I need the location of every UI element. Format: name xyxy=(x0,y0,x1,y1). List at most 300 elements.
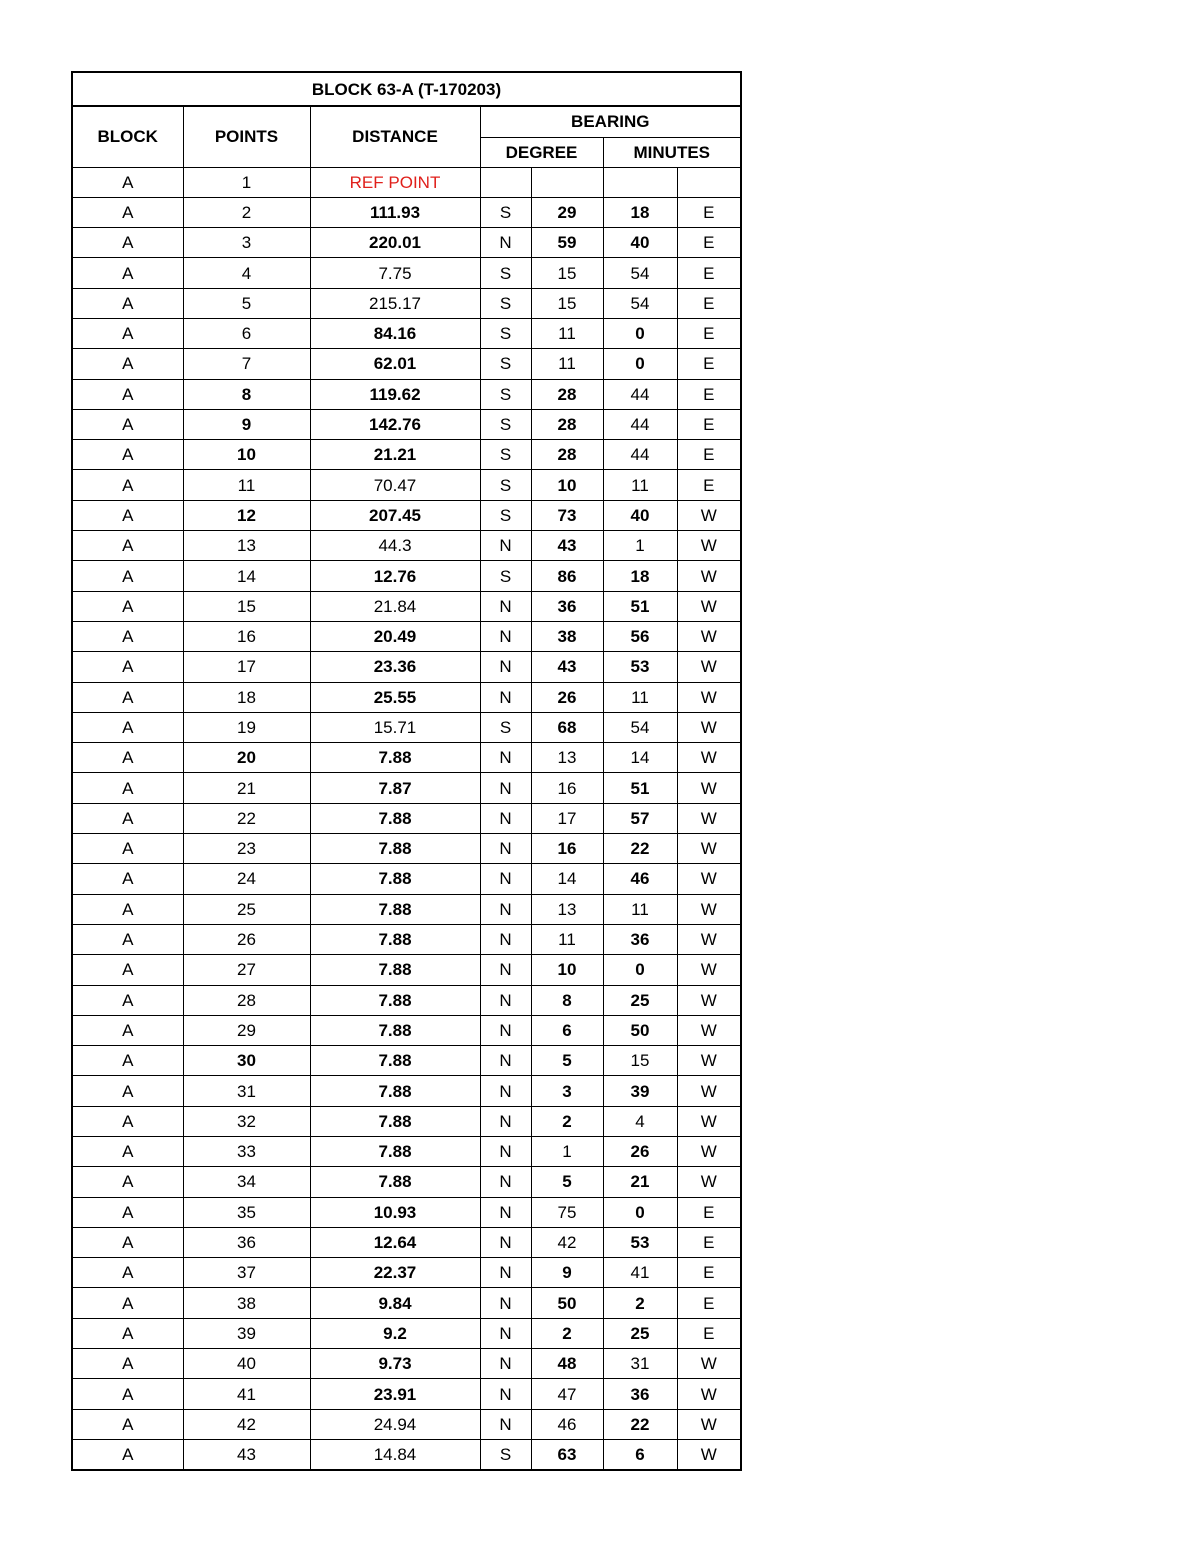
cell-ns: N xyxy=(480,955,531,985)
cell-degree xyxy=(531,167,603,197)
cell-block: A xyxy=(72,955,183,985)
cell-ew: W xyxy=(677,924,741,954)
cell-minutes: 2 xyxy=(603,1288,677,1318)
cell-block: A xyxy=(72,864,183,894)
cell-degree: 48 xyxy=(531,1349,603,1379)
cell-block: A xyxy=(72,1076,183,1106)
table-row xyxy=(72,1197,741,1227)
cell-minutes: 54 xyxy=(603,288,677,318)
cell-ns: S xyxy=(480,318,531,348)
table-row xyxy=(72,228,741,258)
cell-point: 33 xyxy=(183,1137,310,1167)
cell-ew: E xyxy=(677,1288,741,1318)
cell-minutes: 11 xyxy=(603,470,677,500)
cell-point: 31 xyxy=(183,1076,310,1106)
cell-block: A xyxy=(72,379,183,409)
cell-block: A xyxy=(72,1258,183,1288)
cell-ns: S xyxy=(480,1439,531,1470)
cell-ew: W xyxy=(677,773,741,803)
cell-minutes: 46 xyxy=(603,864,677,894)
table-row xyxy=(72,561,741,591)
cell-minutes: 36 xyxy=(603,1379,677,1409)
cell-degree: 14 xyxy=(531,864,603,894)
cell-block: A xyxy=(72,1349,183,1379)
cell-block: A xyxy=(72,834,183,864)
table-row xyxy=(72,712,741,742)
cell-ns: N xyxy=(480,1197,531,1227)
cell-minutes: 36 xyxy=(603,924,677,954)
table-row xyxy=(72,1227,741,1257)
cell-degree: 2 xyxy=(531,1318,603,1348)
cell-ns: N xyxy=(480,652,531,682)
table-row xyxy=(72,591,741,621)
table-row xyxy=(72,440,741,470)
cell-point: 40 xyxy=(183,1349,310,1379)
cell-block: A xyxy=(72,1197,183,1227)
cell-degree: 68 xyxy=(531,712,603,742)
cell-ew: W xyxy=(677,894,741,924)
cell-minutes: 53 xyxy=(603,1227,677,1257)
cell-degree: 28 xyxy=(531,440,603,470)
cell-block: A xyxy=(72,1379,183,1409)
cell-distance: 62.01 xyxy=(310,349,480,379)
cell-ew: E xyxy=(677,288,741,318)
cell-minutes: 26 xyxy=(603,1137,677,1167)
table-row xyxy=(72,803,741,833)
cell-block: A xyxy=(72,894,183,924)
cell-ns: S xyxy=(480,500,531,530)
cell-degree: 13 xyxy=(531,894,603,924)
cell-ns: N xyxy=(480,1227,531,1257)
table-row xyxy=(72,743,741,773)
cell-ew: W xyxy=(677,834,741,864)
cell-degree: 15 xyxy=(531,288,603,318)
cell-minutes: 0 xyxy=(603,955,677,985)
cell-point: 30 xyxy=(183,1046,310,1076)
cell-ns: N xyxy=(480,803,531,833)
cell-block: A xyxy=(72,1167,183,1197)
cell-point: 38 xyxy=(183,1288,310,1318)
cell-block: A xyxy=(72,773,183,803)
table-row xyxy=(72,1076,741,1106)
cell-minutes: 0 xyxy=(603,1197,677,1227)
cell-ew: E xyxy=(677,349,741,379)
cell-distance: 7.88 xyxy=(310,1106,480,1136)
cell-degree: 75 xyxy=(531,1197,603,1227)
cell-point: 42 xyxy=(183,1409,310,1439)
cell-ns: N xyxy=(480,228,531,258)
table-row xyxy=(72,1106,741,1136)
cell-point: 1 xyxy=(183,167,310,197)
cell-ew: W xyxy=(677,1439,741,1470)
cell-distance: 12.64 xyxy=(310,1227,480,1257)
cell-ns: N xyxy=(480,894,531,924)
cell-degree: 43 xyxy=(531,531,603,561)
cell-point: 14 xyxy=(183,561,310,591)
table-row xyxy=(72,318,741,348)
cell-point: 28 xyxy=(183,985,310,1015)
cell-ns: N xyxy=(480,1167,531,1197)
cell-ew: W xyxy=(677,712,741,742)
cell-degree: 17 xyxy=(531,803,603,833)
cell-point: 8 xyxy=(183,379,310,409)
cell-block: A xyxy=(72,1015,183,1045)
cell-block: A xyxy=(72,652,183,682)
cell-ns: N xyxy=(480,531,531,561)
cell-degree: 1 xyxy=(531,1137,603,1167)
cell-block: A xyxy=(72,1137,183,1167)
table-row xyxy=(72,1318,741,1348)
cell-ew: E xyxy=(677,379,741,409)
cell-minutes: 25 xyxy=(603,1318,677,1348)
cell-distance: 20.49 xyxy=(310,621,480,651)
cell-distance: 14.84 xyxy=(310,1439,480,1470)
cell-ns: S xyxy=(480,440,531,470)
table-row xyxy=(72,197,741,227)
table-row xyxy=(72,409,741,439)
cell-point: 19 xyxy=(183,712,310,742)
cell-distance: 12.76 xyxy=(310,561,480,591)
cell-point: 23 xyxy=(183,834,310,864)
cell-ns: N xyxy=(480,682,531,712)
cell-point: 15 xyxy=(183,591,310,621)
cell-block: A xyxy=(72,561,183,591)
cell-distance: 21.84 xyxy=(310,591,480,621)
cell-degree: 50 xyxy=(531,1288,603,1318)
cell-minutes: 54 xyxy=(603,712,677,742)
cell-ew: E xyxy=(677,1197,741,1227)
table-row xyxy=(72,682,741,712)
cell-minutes: 56 xyxy=(603,621,677,651)
cell-block: A xyxy=(72,288,183,318)
cell-degree: 36 xyxy=(531,591,603,621)
table-row xyxy=(72,1167,741,1197)
cell-point: 32 xyxy=(183,1106,310,1136)
table-row xyxy=(72,924,741,954)
cell-ns: N xyxy=(480,591,531,621)
cell-ew: W xyxy=(677,1015,741,1045)
cell-distance: 220.01 xyxy=(310,228,480,258)
cell-block: A xyxy=(72,682,183,712)
cell-degree: 11 xyxy=(531,924,603,954)
cell-distance: 7.88 xyxy=(310,1015,480,1045)
cell-ew: W xyxy=(677,621,741,651)
cell-minutes: 1 xyxy=(603,531,677,561)
cell-block: A xyxy=(72,318,183,348)
table-row xyxy=(72,531,741,561)
cell-distance: 7.75 xyxy=(310,258,480,288)
cell-ew: W xyxy=(677,652,741,682)
cell-block: A xyxy=(72,500,183,530)
cell-distance: REF POINT xyxy=(310,167,480,197)
cell-ns: S xyxy=(480,197,531,227)
cell-ew: W xyxy=(677,1167,741,1197)
cell-ew: E xyxy=(677,440,741,470)
table-row xyxy=(72,1288,741,1318)
header-block: BLOCK xyxy=(72,106,183,167)
cell-point: 16 xyxy=(183,621,310,651)
cell-degree: 28 xyxy=(531,409,603,439)
cell-block: A xyxy=(72,924,183,954)
cell-distance: 7.88 xyxy=(310,1137,480,1167)
cell-degree: 28 xyxy=(531,379,603,409)
cell-ns: S xyxy=(480,470,531,500)
cell-block: A xyxy=(72,1106,183,1136)
cell-degree: 8 xyxy=(531,985,603,1015)
cell-point: 20 xyxy=(183,743,310,773)
cell-distance: 7.88 xyxy=(310,743,480,773)
cell-degree: 6 xyxy=(531,1015,603,1045)
cell-minutes: 25 xyxy=(603,985,677,1015)
table-row xyxy=(72,500,741,530)
cell-degree: 10 xyxy=(531,470,603,500)
cell-ew: W xyxy=(677,1409,741,1439)
cell-point: 3 xyxy=(183,228,310,258)
cell-point: 24 xyxy=(183,864,310,894)
cell-ns: N xyxy=(480,1379,531,1409)
cell-degree: 73 xyxy=(531,500,603,530)
cell-degree: 9 xyxy=(531,1258,603,1288)
cell-point: 2 xyxy=(183,197,310,227)
cell-ew: E xyxy=(677,1258,741,1288)
cell-distance: 84.16 xyxy=(310,318,480,348)
cell-minutes: 40 xyxy=(603,228,677,258)
cell-block: A xyxy=(72,470,183,500)
table-row xyxy=(72,349,741,379)
cell-ew: E xyxy=(677,1227,741,1257)
cell-ns: N xyxy=(480,924,531,954)
cell-degree: 86 xyxy=(531,561,603,591)
cell-degree: 3 xyxy=(531,1076,603,1106)
header-distance: DISTANCE xyxy=(310,106,480,167)
table-row xyxy=(72,652,741,682)
cell-ew: E xyxy=(677,409,741,439)
cell-minutes: 21 xyxy=(603,1167,677,1197)
cell-point: 13 xyxy=(183,531,310,561)
cell-point: 29 xyxy=(183,1015,310,1045)
cell-ns: N xyxy=(480,1015,531,1045)
cell-block: A xyxy=(72,743,183,773)
cell-ew: W xyxy=(677,985,741,1015)
cell-ns: S xyxy=(480,379,531,409)
cell-degree: 43 xyxy=(531,652,603,682)
cell-ns: N xyxy=(480,1137,531,1167)
cell-degree: 2 xyxy=(531,1106,603,1136)
cell-ew: W xyxy=(677,682,741,712)
cell-block: A xyxy=(72,1046,183,1076)
cell-distance: 15.71 xyxy=(310,712,480,742)
cell-point: 27 xyxy=(183,955,310,985)
cell-point: 21 xyxy=(183,773,310,803)
cell-minutes: 4 xyxy=(603,1106,677,1136)
table-body xyxy=(72,167,741,1470)
cell-ew: W xyxy=(677,1137,741,1167)
cell-degree: 5 xyxy=(531,1167,603,1197)
cell-ew: W xyxy=(677,500,741,530)
cell-minutes: 51 xyxy=(603,591,677,621)
cell-ns: N xyxy=(480,621,531,651)
cell-distance: 25.55 xyxy=(310,682,480,712)
cell-point: 41 xyxy=(183,1379,310,1409)
cell-distance: 10.93 xyxy=(310,1197,480,1227)
cell-ew: W xyxy=(677,803,741,833)
cell-point: 43 xyxy=(183,1439,310,1470)
cell-block: A xyxy=(72,1409,183,1439)
cell-distance: 7.88 xyxy=(310,894,480,924)
cell-minutes: 15 xyxy=(603,1046,677,1076)
cell-ew: E xyxy=(677,1318,741,1348)
cell-minutes: 18 xyxy=(603,561,677,591)
cell-ew: E xyxy=(677,318,741,348)
cell-block: A xyxy=(72,1318,183,1348)
cell-degree: 16 xyxy=(531,834,603,864)
cell-ew: E xyxy=(677,228,741,258)
cell-ew: W xyxy=(677,591,741,621)
cell-distance: 7.88 xyxy=(310,1076,480,1106)
cell-ns xyxy=(480,167,531,197)
cell-block: A xyxy=(72,803,183,833)
cell-point: 4 xyxy=(183,258,310,288)
cell-minutes: 0 xyxy=(603,349,677,379)
cell-degree: 46 xyxy=(531,1409,603,1439)
cell-minutes: 22 xyxy=(603,834,677,864)
cell-minutes: 44 xyxy=(603,440,677,470)
cell-distance: 7.88 xyxy=(310,924,480,954)
cell-distance: 21.21 xyxy=(310,440,480,470)
cell-minutes: 0 xyxy=(603,318,677,348)
cell-minutes: 18 xyxy=(603,197,677,227)
cell-block: A xyxy=(72,349,183,379)
cell-minutes: 44 xyxy=(603,379,677,409)
cell-point: 9 xyxy=(183,409,310,439)
cell-degree: 26 xyxy=(531,682,603,712)
cell-ew: W xyxy=(677,955,741,985)
cell-point: 35 xyxy=(183,1197,310,1227)
cell-distance: 22.37 xyxy=(310,1258,480,1288)
cell-degree: 15 xyxy=(531,258,603,288)
cell-ew: W xyxy=(677,561,741,591)
cell-ew: W xyxy=(677,1349,741,1379)
cell-point: 10 xyxy=(183,440,310,470)
cell-degree: 11 xyxy=(531,349,603,379)
cell-point: 7 xyxy=(183,349,310,379)
cell-block: A xyxy=(72,167,183,197)
cell-degree: 59 xyxy=(531,228,603,258)
cell-block: A xyxy=(72,440,183,470)
cell-ew: W xyxy=(677,864,741,894)
cell-point: 18 xyxy=(183,682,310,712)
cell-minutes: 22 xyxy=(603,1409,677,1439)
cell-distance: 9.84 xyxy=(310,1288,480,1318)
cell-ew: W xyxy=(677,1076,741,1106)
table-row xyxy=(72,864,741,894)
cell-ns: N xyxy=(480,1106,531,1136)
cell-ns: S xyxy=(480,561,531,591)
table-row xyxy=(72,834,741,864)
cell-point: 25 xyxy=(183,894,310,924)
cell-ew: E xyxy=(677,197,741,227)
cell-ew: W xyxy=(677,1046,741,1076)
cell-block: A xyxy=(72,1227,183,1257)
cell-distance: 7.88 xyxy=(310,1046,480,1076)
cell-degree: 11 xyxy=(531,318,603,348)
cell-point: 17 xyxy=(183,652,310,682)
cell-distance: 9.2 xyxy=(310,1318,480,1348)
cell-distance: 7.88 xyxy=(310,864,480,894)
cell-distance: 207.45 xyxy=(310,500,480,530)
cell-distance: 111.93 xyxy=(310,197,480,227)
cell-ns: S xyxy=(480,349,531,379)
cell-ns: N xyxy=(480,1046,531,1076)
cell-block: A xyxy=(72,591,183,621)
cell-distance: 7.87 xyxy=(310,773,480,803)
cell-ns: N xyxy=(480,834,531,864)
bearing-table xyxy=(71,71,742,1471)
cell-minutes: 11 xyxy=(603,682,677,712)
cell-minutes: 39 xyxy=(603,1076,677,1106)
table-row xyxy=(72,955,741,985)
cell-distance: 142.76 xyxy=(310,409,480,439)
cell-distance: 7.88 xyxy=(310,834,480,864)
cell-point: 11 xyxy=(183,470,310,500)
table-row xyxy=(72,1379,741,1409)
cell-block: A xyxy=(72,1288,183,1318)
table-row xyxy=(72,1349,741,1379)
cell-distance: 23.91 xyxy=(310,1379,480,1409)
cell-ew: W xyxy=(677,1379,741,1409)
cell-ns: S xyxy=(480,712,531,742)
cell-ew: E xyxy=(677,258,741,288)
cell-degree: 10 xyxy=(531,955,603,985)
cell-block: A xyxy=(72,409,183,439)
table-row xyxy=(72,288,741,318)
cell-point: 22 xyxy=(183,803,310,833)
cell-minutes: 44 xyxy=(603,409,677,439)
cell-block: A xyxy=(72,712,183,742)
cell-ns: S xyxy=(480,409,531,439)
cell-minutes: 41 xyxy=(603,1258,677,1288)
table-row xyxy=(72,1409,741,1439)
cell-point: 36 xyxy=(183,1227,310,1257)
cell-ns: N xyxy=(480,1288,531,1318)
cell-distance: 24.94 xyxy=(310,1409,480,1439)
cell-distance: 215.17 xyxy=(310,288,480,318)
cell-distance: 9.73 xyxy=(310,1349,480,1379)
cell-point: 6 xyxy=(183,318,310,348)
cell-point: 26 xyxy=(183,924,310,954)
cell-ns: S xyxy=(480,258,531,288)
cell-distance: 119.62 xyxy=(310,379,480,409)
cell-degree: 29 xyxy=(531,197,603,227)
table-row xyxy=(72,1439,741,1470)
cell-degree: 16 xyxy=(531,773,603,803)
cell-point: 34 xyxy=(183,1167,310,1197)
cell-distance: 44.3 xyxy=(310,531,480,561)
cell-minutes: 54 xyxy=(603,258,677,288)
cell-degree: 42 xyxy=(531,1227,603,1257)
cell-ns: N xyxy=(480,1349,531,1379)
cell-distance: 7.88 xyxy=(310,803,480,833)
cell-distance: 70.47 xyxy=(310,470,480,500)
cell-point: 12 xyxy=(183,500,310,530)
cell-block: A xyxy=(72,1439,183,1470)
cell-minutes: 31 xyxy=(603,1349,677,1379)
cell-distance: 7.88 xyxy=(310,1167,480,1197)
cell-minutes: 51 xyxy=(603,773,677,803)
cell-ns: N xyxy=(480,743,531,773)
cell-distance: 7.88 xyxy=(310,985,480,1015)
table-row xyxy=(72,167,741,197)
